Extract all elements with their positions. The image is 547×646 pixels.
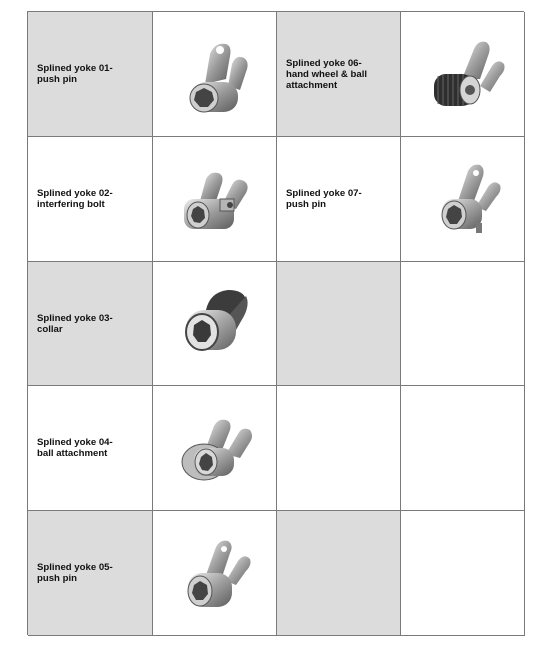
product-label-cell [28,137,153,262]
empty-cell [401,511,525,636]
empty-cell [277,386,401,511]
product-label-cell [277,12,401,137]
product-image-cell [153,262,277,386]
product-image-cell [153,386,277,511]
product-name: Splined yoke 04- ball attachment [37,437,113,459]
product-image-cell [153,12,277,137]
product-label-cell [28,386,153,511]
product-image-cell [401,12,525,137]
product-label-cell [277,137,401,262]
empty-cell [277,511,401,636]
product-name: Splined yoke 03- collar [37,312,113,335]
splined-yoke-07-image [418,149,508,249]
product-label-cell [28,511,153,636]
splined-yoke-01-image [170,24,260,124]
empty-cell [277,262,401,386]
product-name: Splined yoke 02- interfering bolt [37,188,113,210]
product-image-cell [401,137,525,262]
product-image-cell [153,137,277,262]
product-label-cell [28,12,153,137]
product-table [27,11,524,635]
product-label-cell [28,262,153,386]
splined-yoke-02-image [170,149,260,249]
splined-yoke-05-image [170,523,260,623]
product-name: Splined yoke 05- push pin [37,562,113,584]
product-image-cell [153,511,277,636]
splined-yoke-03-image [170,274,260,374]
product-name: Splined yoke 07- push pin [286,188,362,210]
product-name: Splined yoke 01- push pin [37,63,113,85]
product-name: Splined yoke 06- hand wheel & ball attachment [286,57,368,91]
empty-cell [401,386,525,511]
empty-cell [401,262,525,386]
splined-yoke-06-image [418,24,508,124]
splined-yoke-04-image [170,398,260,498]
